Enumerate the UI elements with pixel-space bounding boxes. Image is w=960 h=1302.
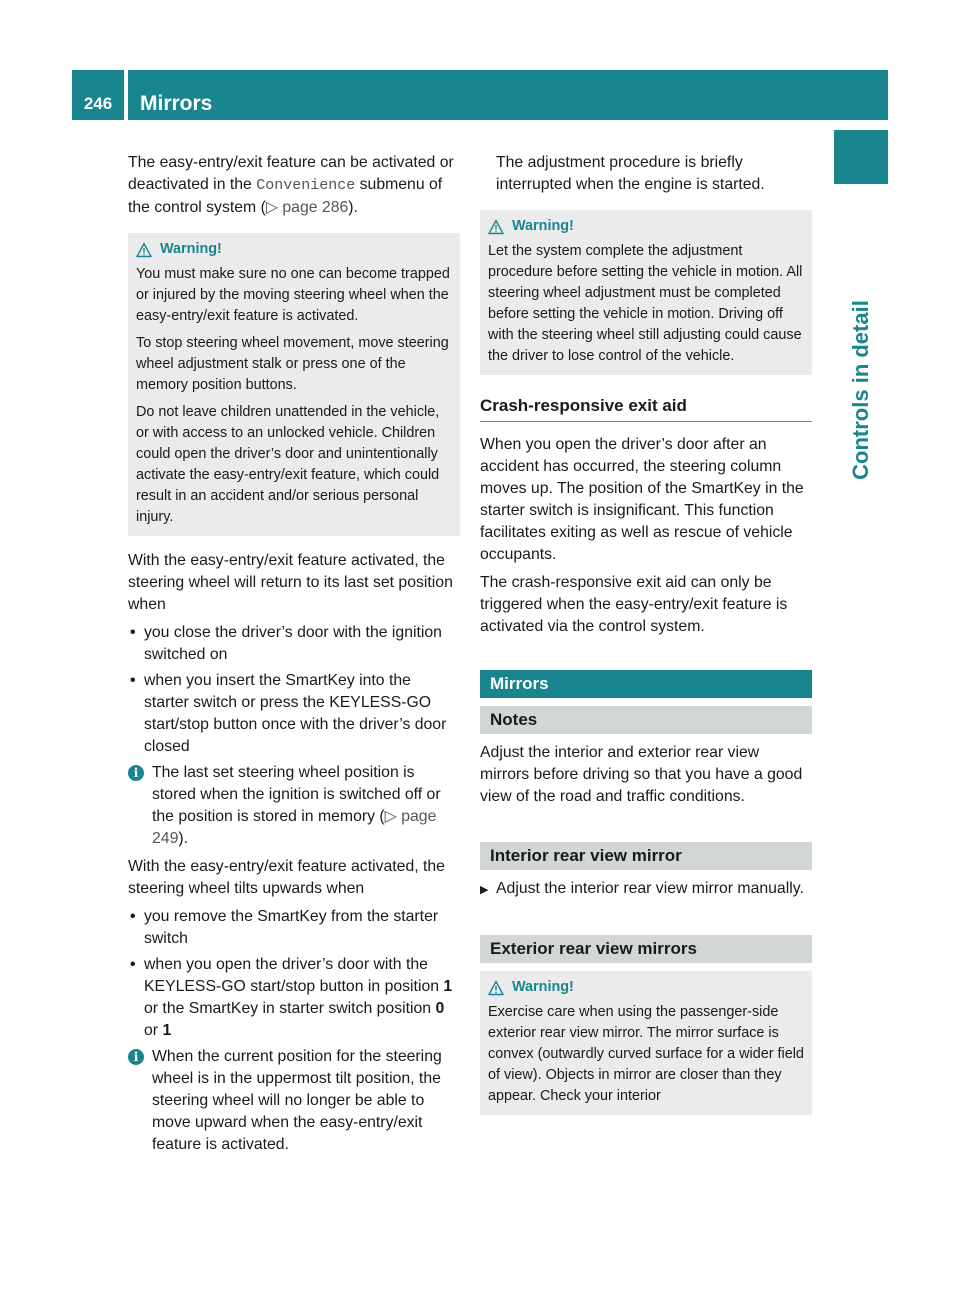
warning-title: Warning! [512, 218, 574, 234]
warning-triangle-icon [136, 242, 152, 258]
list-item [128, 954, 460, 1042]
paragraph: With the easy-entry/exit feature activated, the steering wheel tilts upwards when [128, 858, 445, 897]
bullet-icon: • [130, 672, 136, 689]
instruction-text: Adjust the interior rear view mirror manually. [496, 880, 804, 897]
bullet-list [128, 622, 460, 758]
intro-text: The easy-entry/exit feature can be activated or deactivated in the [128, 154, 454, 193]
warning-header [136, 239, 452, 260]
warning-title: Warning! [160, 241, 222, 257]
info-note [128, 1046, 460, 1156]
step-arrow-icon: ▶ [480, 884, 489, 896]
warning-text: Exercise care when using the passenger-side exterior rear view mirror. The mirror surface is convex (outwardly curved surface for a wider field of view). Objects in mirror are closer than they appear. Check your interior [488, 1004, 804, 1104]
paragraph: The crash-responsive exit aid can only be triggered when the easy-entry/exit feature is activated via the control system. [480, 574, 788, 635]
warning-text: To stop steering wheel movement, move steering wheel adjustment stalk or press one of the memory position buttons. [136, 335, 449, 393]
list-item-text: you close the driver’s door with the ignition switched on [144, 624, 442, 663]
warning-text: Do not leave children unattended in the vehicle, or with access to an unlocked vehicle. Children could open the driver’s door and unintentionally activate the easy-entry/exit feature, which could result in an accident and/or serious personal injury. [136, 404, 440, 525]
bullet-list [128, 906, 460, 1042]
bullet-icon: • [130, 956, 136, 973]
continued-text: The adjustment procedure is briefly interrupted when the engine is started. [496, 154, 765, 193]
left-column [128, 152, 460, 1162]
header-divider [124, 70, 128, 120]
section-heading-mirrors: Mirrors [480, 670, 812, 698]
switch-position: 0 [435, 1000, 445, 1017]
warning-box [480, 971, 812, 1115]
page-number: 246 [83, 94, 113, 113]
side-tab [834, 200, 888, 580]
page-reference-link[interactable]: ▷ page 249 [152, 808, 437, 847]
section-heading-crash: Crash-responsive exit aid [480, 395, 812, 422]
paragraph: With the easy-entry/exit feature activated, the steering wheel will return to its last set position when [128, 552, 453, 613]
info-icon: i [128, 765, 144, 781]
side-tab-label: Controls in detail [848, 300, 873, 480]
intro-text: submenu of the control system ( [128, 176, 443, 216]
list-item [128, 622, 460, 666]
paragraph: Adjust the interior and exterior rear view mirrors before driving so that you have a good view of the road and traffic conditions. [480, 744, 803, 805]
intro-paragraph [128, 152, 460, 219]
list-item-text: or [144, 1022, 163, 1039]
right-column [480, 152, 812, 1129]
menu-name: Convenience [256, 177, 356, 194]
list-item-text: when you open the driver’s door with the KEYLESS-GO start/stop button in position [144, 956, 444, 995]
page-title: Mirrors [140, 92, 213, 115]
warning-text: Let the system complete the adjustment procedure before setting the vehicle in motion. All steering wheel adjustment must be completed before setting the vehicle in motion. Driving off with the steering wheel still adjusting could cause the driver to lose control of the vehicle. [488, 243, 803, 364]
section-heading-exterior-mirrors: Exterior rear view mirrors [480, 935, 812, 963]
bullet-icon: • [130, 908, 136, 925]
side-marker [834, 130, 888, 184]
list-item [128, 670, 460, 758]
warning-triangle-icon [488, 219, 504, 235]
instruction-step [480, 878, 812, 901]
list-item-text: when you insert the SmartKey into the starter switch or press the KEYLESS-GO start/stop button once with the driver’s door closed [144, 672, 447, 755]
info-text: When the current position for the steering wheel is in the uppermost tilt position, the steering wheel will no longer be able to move upward when the easy-entry/exit feature is activated. [152, 1048, 442, 1153]
section-heading-notes: Notes [480, 706, 812, 734]
bullet-icon: • [130, 624, 136, 641]
warning-header [488, 216, 804, 237]
warning-text: You must make sure no one can become trapped or injured by the moving steering wheel when the easy-entry/exit feature is activated. [136, 266, 450, 324]
switch-position: 1 [162, 1022, 172, 1039]
intro-text: ). [348, 199, 358, 216]
info-note [128, 762, 460, 850]
section-heading-interior-mirror: Interior rear view mirror [480, 842, 812, 870]
switch-position: 1 [443, 978, 453, 995]
info-icon: i [128, 1049, 144, 1065]
list-item [128, 906, 460, 950]
info-text-part: The last set steering wheel position is stored when the ignition is switched off or the position is stored in memory ( [152, 764, 441, 825]
info-text-part: ). [178, 830, 189, 847]
warning-triangle-icon [488, 980, 504, 996]
warning-box [480, 210, 812, 375]
info-text [152, 762, 460, 850]
warning-title: Warning! [512, 979, 574, 995]
paragraph: When you open the driver’s door after an accident has occurred, the steering column moves up. The position of the SmartKey in the starter switch is insignificant. This function facilitates exiting as well as rescue of vehicle occupants. [480, 436, 804, 563]
page-reference-link[interactable]: ▷ page 286 [265, 199, 349, 216]
warning-box [128, 233, 460, 536]
list-item-text: or the SmartKey in starter switch position [144, 1000, 436, 1017]
list-item-text: you remove the SmartKey from the starter switch [144, 908, 439, 947]
warning-header [488, 977, 804, 998]
